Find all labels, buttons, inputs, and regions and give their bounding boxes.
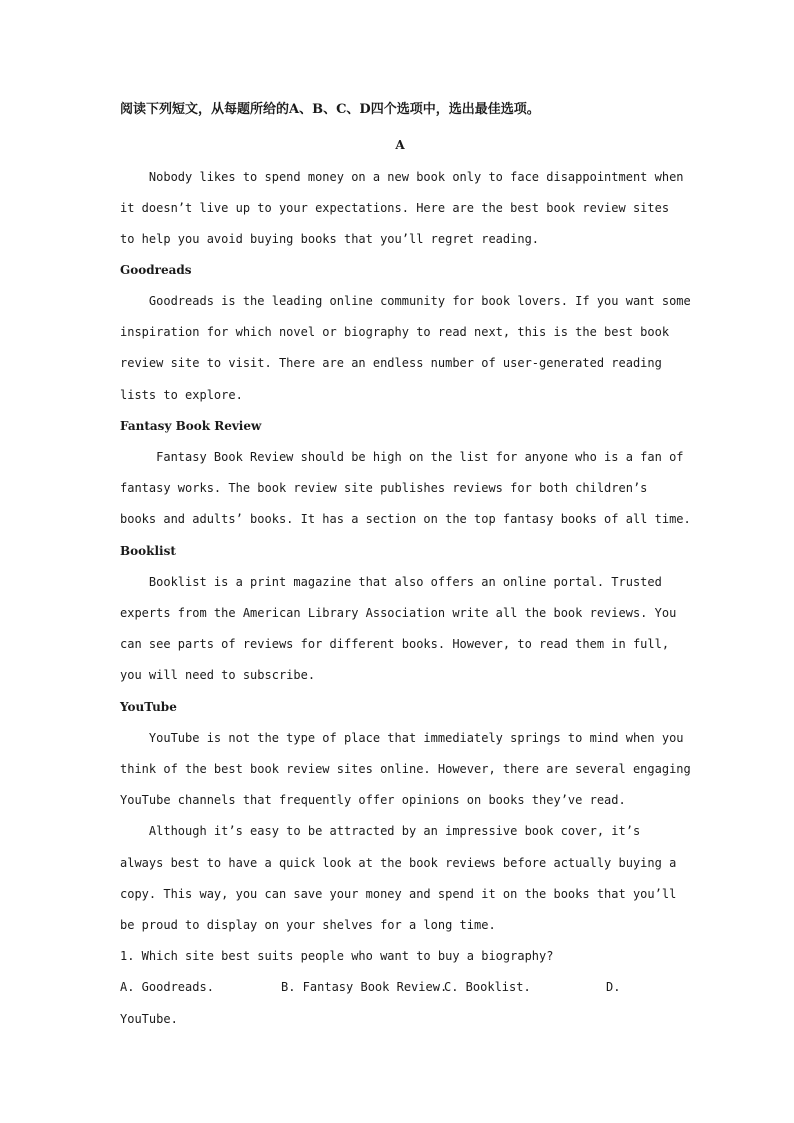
paragraph-line: Although it’s easy to be attracted by an impressive book cover, it’s [120, 824, 641, 838]
paragraph-line: to help you avoid buying books that you’ll regret reading. [120, 232, 540, 246]
option-b: B. Fantasy Book Review. [281, 980, 448, 994]
paragraph-line: Nobody likes to spend money on a new book only to face disappointment when [120, 170, 684, 184]
paragraph-line: books and adults’ books. It has a section on the top fantasy books of all time. [120, 512, 691, 526]
paragraph-line: you will need to subscribe. [120, 668, 316, 682]
paragraph-line: be proud to display on your shelves for a long time. [120, 918, 496, 932]
option-d-label: D. [606, 980, 621, 994]
paragraph-line: YouTube channels that frequently offer opinions on books they’ve read. [120, 793, 626, 807]
paragraph-line: fantasy works. The book review site publishes reviews for both children’s [120, 481, 648, 495]
section-heading: YouTube [120, 700, 177, 714]
paragraph-line: think of the best book review sites online. However, there are several engaging [120, 762, 691, 776]
paragraph-line: Goodreads is the leading online community for book lovers. If you want some [120, 294, 691, 308]
paragraph-line: copy. This way, you can save your money and spend it on the books that you’ll [120, 887, 677, 901]
paragraph-line: lists to explore. [120, 388, 243, 402]
paragraph-line: Booklist is a print magazine that also offers an online portal. Trusted [120, 575, 662, 589]
section-heading: Booklist [120, 544, 176, 558]
paragraph-line: review site to visit. There are an endless number of user-generated reading [120, 356, 662, 370]
section-heading: Goodreads [120, 263, 192, 277]
paragraph-line: can see parts of reviews for different books. However, to read them in full, [120, 637, 670, 651]
instructions: 阅读下列短文，从每题所给的A、B、C、D四个选项中，选出最佳选项。 [120, 102, 540, 117]
paragraph-line: inspiration for which novel or biography to read next, this is the best book [120, 325, 670, 339]
section-heading: Fantasy Book Review [120, 419, 262, 433]
paragraph-line: always best to have a quick look at the book reviews before actually buying a [120, 856, 677, 870]
question-stem: 1. Which site best suits people who want to buy a biography? [120, 949, 554, 963]
option-a: A. Goodreads. [120, 980, 214, 994]
option-d-text: YouTube. [120, 1012, 178, 1026]
paragraph-line: it doesn’t live up to your expectations. Here are the best book review sites [120, 201, 670, 215]
paragraph-line: Fantasy Book Review should be high on the list for anyone who is a fan of [120, 450, 684, 464]
paragraph-line: experts from the American Library Association write all the book reviews. You [120, 606, 677, 620]
paragraph-line: YouTube is not the type of place that immediately springs to mind when you [120, 731, 684, 745]
section-label: A [395, 138, 405, 152]
option-c: C. Booklist. [444, 980, 531, 994]
